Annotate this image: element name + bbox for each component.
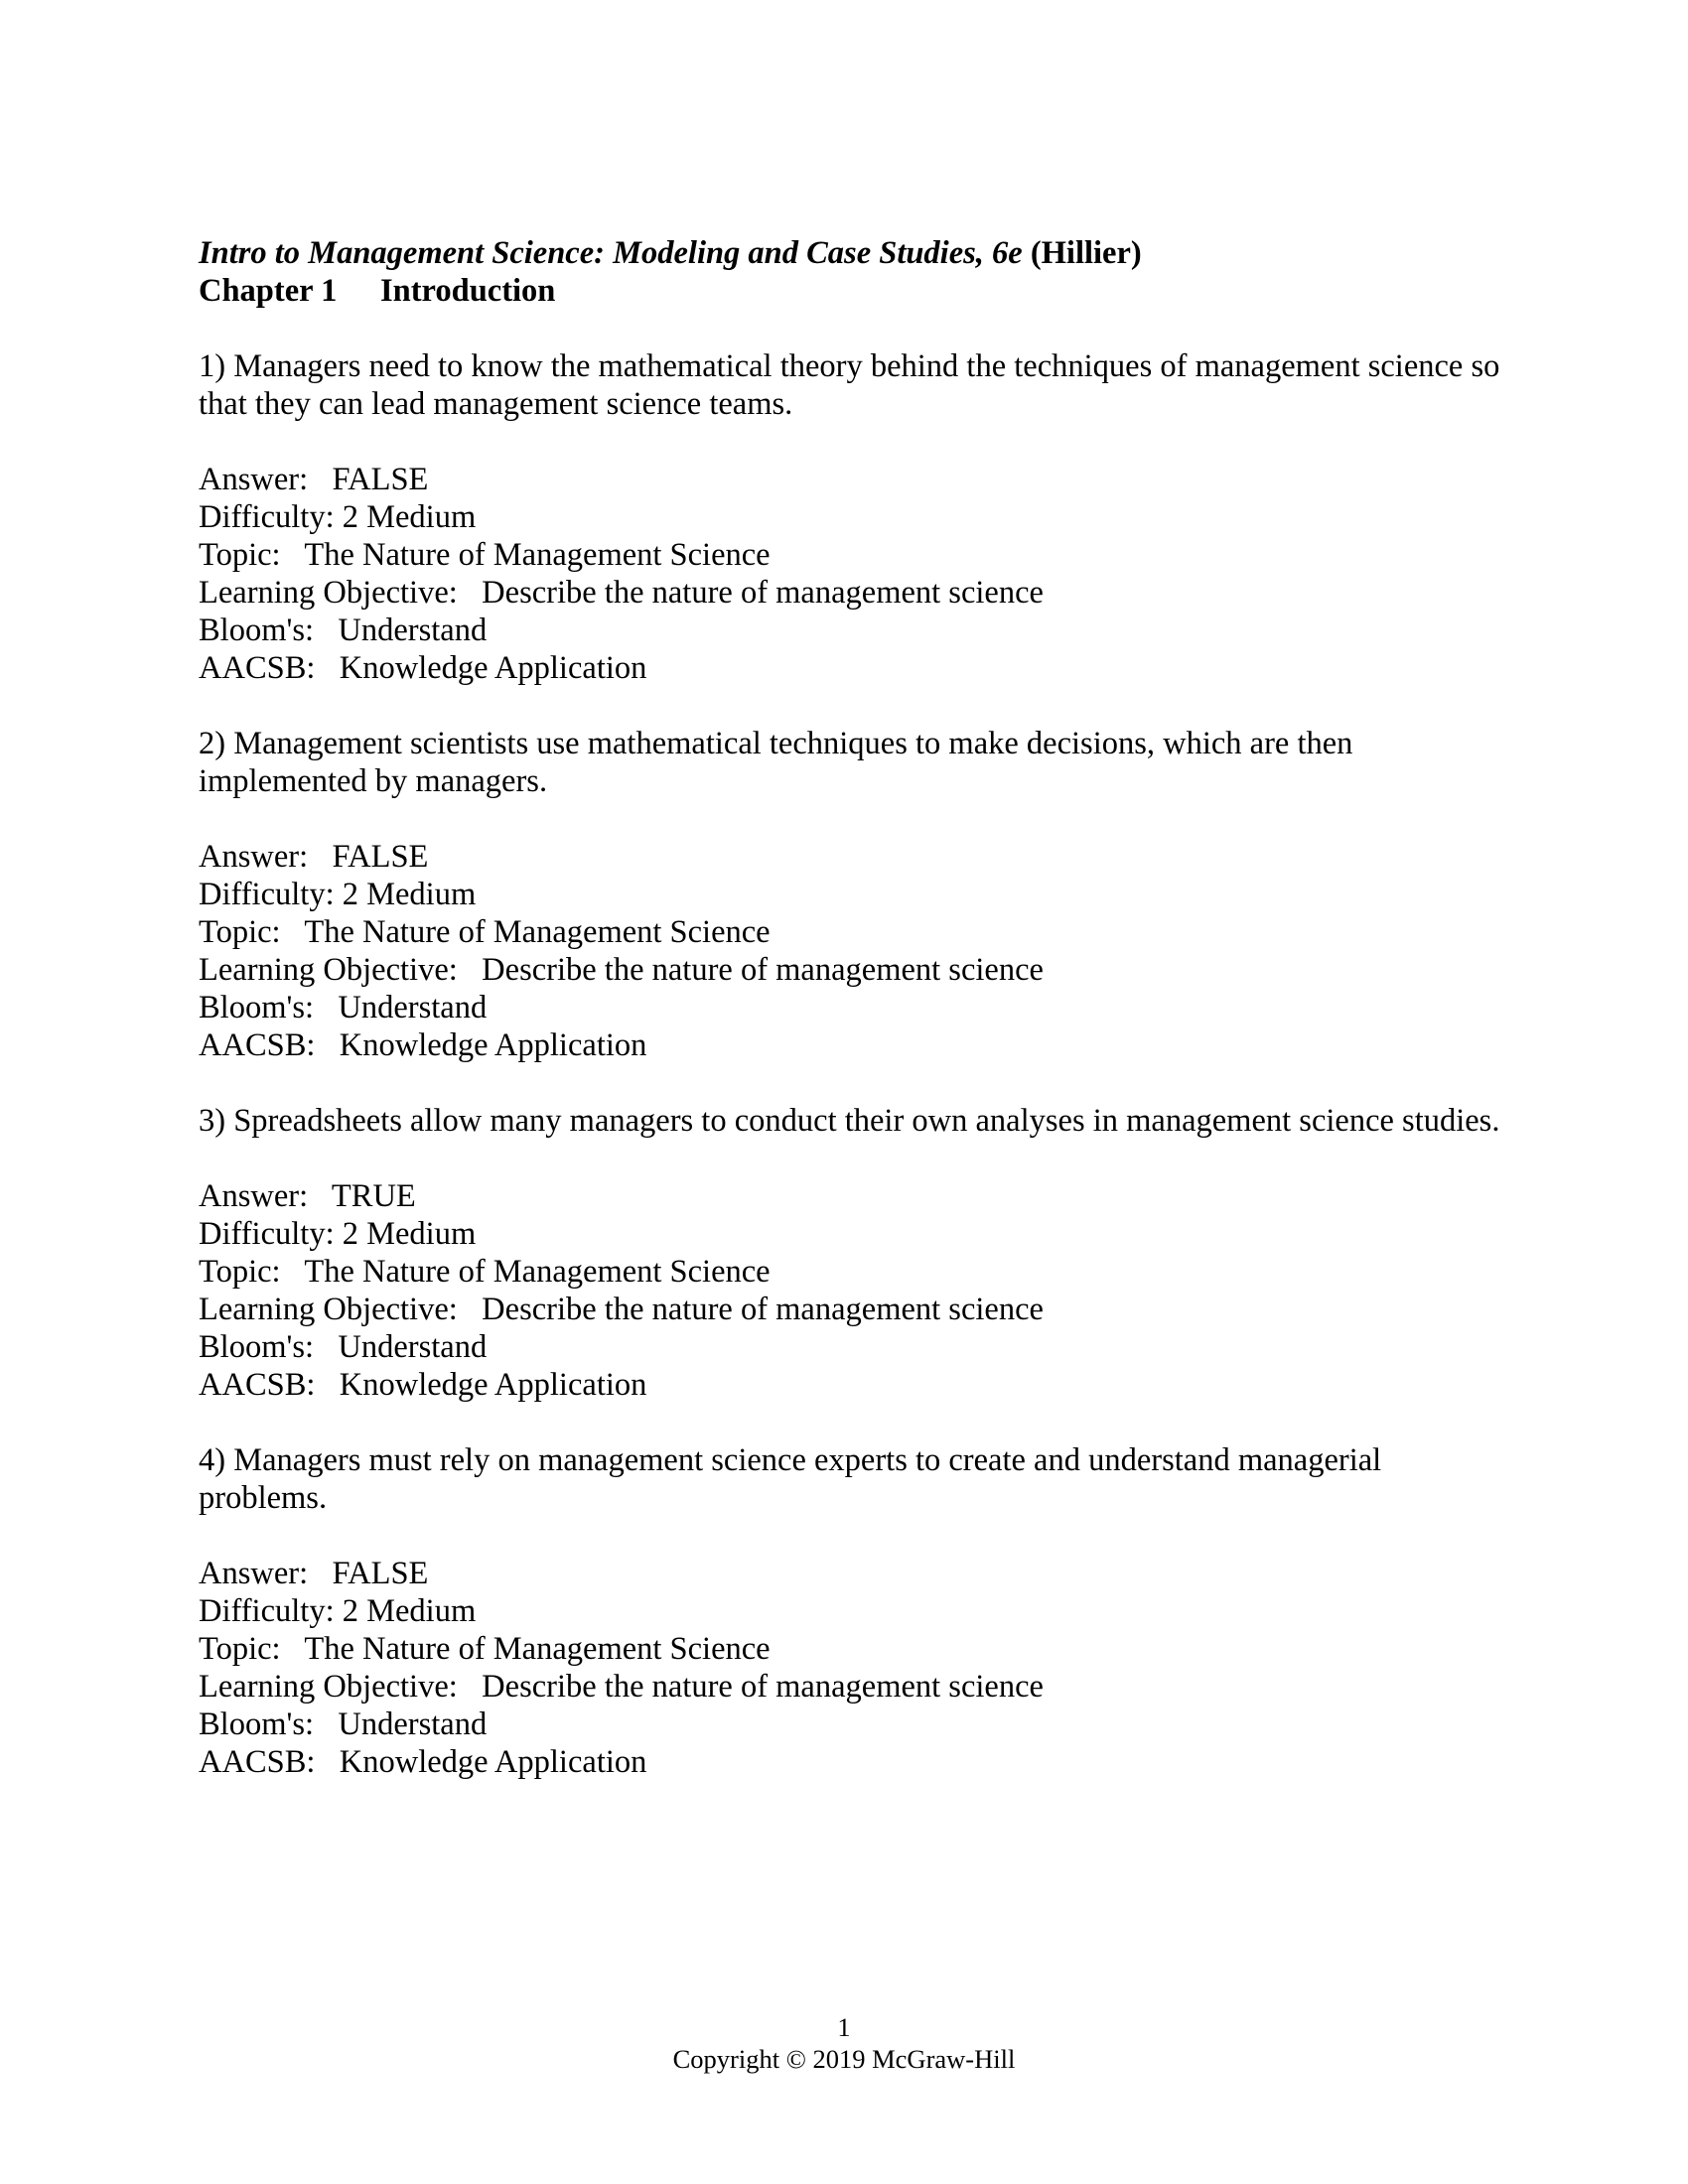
learning-objective-row bbox=[199, 1291, 1509, 1328]
topic-row bbox=[199, 1253, 1509, 1291]
topic-value: The Nature of Management Science bbox=[304, 914, 771, 950]
question-number: 3) bbox=[199, 1103, 226, 1139]
answer-value: FALSE bbox=[332, 839, 429, 875]
topic-value: The Nature of Management Science bbox=[304, 1254, 771, 1290]
topic-label: Topic: bbox=[199, 537, 281, 573]
question-body: Managers must rely on management science experts to create and understand managerial problems. bbox=[199, 1442, 1382, 1516]
topic-value: The Nature of Management Science bbox=[304, 537, 771, 573]
answer-label: Answer: bbox=[199, 1556, 309, 1591]
learning-objective-value: Describe the nature of management science bbox=[482, 1292, 1044, 1327]
question-text bbox=[199, 1102, 1509, 1140]
aacsb-row bbox=[199, 1026, 1509, 1064]
question-body: Spreadsheets allow many managers to conduct their own analyses in management science studies. bbox=[233, 1103, 1500, 1139]
chapter-number: Chapter 1 bbox=[199, 273, 338, 309]
answer-label: Answer: bbox=[199, 839, 309, 875]
chapter-heading bbox=[199, 272, 1509, 310]
difficulty-value: 2 Medium bbox=[342, 877, 477, 912]
question-list bbox=[199, 347, 1509, 1781]
question-body: Managers need to know the mathematical theory behind the techniques of management science so that they can lead management science teams. bbox=[199, 348, 1500, 422]
topic-value: The Nature of Management Science bbox=[304, 1631, 771, 1667]
page-footer bbox=[0, 2011, 1688, 2075]
blooms-label: Bloom's: bbox=[199, 1706, 315, 1742]
blooms-label: Bloom's: bbox=[199, 1329, 315, 1365]
answer-value: FALSE bbox=[332, 462, 429, 497]
topic-label: Topic: bbox=[199, 914, 281, 950]
question-meta bbox=[199, 461, 1509, 687]
blooms-label: Bloom's: bbox=[199, 990, 315, 1025]
aacsb-label: AACSB: bbox=[199, 1027, 316, 1063]
question-meta bbox=[199, 1555, 1509, 1781]
question-number: 1) bbox=[199, 348, 226, 384]
difficulty-label: Difficulty: bbox=[199, 1216, 335, 1252]
difficulty-value: 2 Medium bbox=[342, 1593, 477, 1629]
answer-row bbox=[199, 461, 1509, 498]
blooms-row bbox=[199, 1706, 1509, 1743]
aacsb-value: Knowledge Application bbox=[339, 1027, 647, 1063]
answer-row bbox=[199, 1177, 1509, 1215]
difficulty-value: 2 Medium bbox=[342, 1216, 477, 1252]
learning-objective-value: Describe the nature of management science bbox=[482, 1669, 1044, 1705]
blooms-value: Understand bbox=[338, 1329, 488, 1365]
learning-objective-value: Describe the nature of management science bbox=[482, 575, 1044, 611]
book-author: (Hillier) bbox=[1030, 235, 1142, 271]
aacsb-row bbox=[199, 649, 1509, 687]
question-number: 2) bbox=[199, 726, 226, 761]
question-text bbox=[199, 725, 1509, 800]
question-meta bbox=[199, 838, 1509, 1064]
question-item bbox=[199, 1102, 1509, 1404]
aacsb-value: Knowledge Application bbox=[339, 650, 647, 686]
difficulty-row bbox=[199, 876, 1509, 913]
answer-row bbox=[199, 838, 1509, 876]
copyright-notice: Copyright © 2019 McGraw-Hill bbox=[672, 2044, 1016, 2074]
blooms-row bbox=[199, 989, 1509, 1026]
aacsb-row bbox=[199, 1743, 1509, 1781]
blooms-row bbox=[199, 612, 1509, 649]
topic-row bbox=[199, 536, 1509, 574]
page-number: 1 bbox=[837, 2012, 851, 2042]
blooms-value: Understand bbox=[338, 1706, 488, 1742]
topic-row bbox=[199, 913, 1509, 951]
learning-objective-label: Learning Objective: bbox=[199, 575, 458, 611]
book-title bbox=[199, 234, 1509, 272]
answer-value: FALSE bbox=[332, 1556, 429, 1591]
answer-label: Answer: bbox=[199, 1178, 309, 1214]
blooms-label: Bloom's: bbox=[199, 613, 315, 648]
question-item bbox=[199, 347, 1509, 687]
learning-objective-label: Learning Objective: bbox=[199, 1292, 458, 1327]
difficulty-label: Difficulty: bbox=[199, 1593, 335, 1629]
aacsb-label: AACSB: bbox=[199, 650, 316, 686]
answer-value: TRUE bbox=[331, 1178, 416, 1214]
difficulty-label: Difficulty: bbox=[199, 877, 335, 912]
topic-row bbox=[199, 1630, 1509, 1668]
question-text bbox=[199, 1441, 1509, 1517]
blooms-row bbox=[199, 1328, 1509, 1366]
topic-label: Topic: bbox=[199, 1631, 281, 1667]
document-page bbox=[199, 234, 1509, 1781]
learning-objective-value: Describe the nature of management science bbox=[482, 952, 1044, 988]
aacsb-label: AACSB: bbox=[199, 1744, 316, 1780]
difficulty-value: 2 Medium bbox=[342, 499, 477, 535]
aacsb-value: Knowledge Application bbox=[339, 1367, 647, 1403]
question-body: Management scientists use mathematical techniques to make decisions, which are then implemented by managers. bbox=[199, 726, 1353, 799]
question-text bbox=[199, 347, 1509, 423]
learning-objective-row bbox=[199, 574, 1509, 612]
difficulty-label: Difficulty: bbox=[199, 499, 335, 535]
aacsb-value: Knowledge Application bbox=[339, 1744, 647, 1780]
question-item bbox=[199, 1441, 1509, 1781]
difficulty-row bbox=[199, 498, 1509, 536]
answer-label: Answer: bbox=[199, 462, 309, 497]
blooms-value: Understand bbox=[338, 613, 488, 648]
answer-row bbox=[199, 1555, 1509, 1592]
learning-objective-row bbox=[199, 951, 1509, 989]
question-item bbox=[199, 725, 1509, 1064]
chapter-title: Introduction bbox=[380, 273, 556, 309]
book-title-italic: Intro to Management Science: Modeling and Case Studies, 6e bbox=[199, 235, 1023, 271]
topic-label: Topic: bbox=[199, 1254, 281, 1290]
aacsb-row bbox=[199, 1366, 1509, 1404]
difficulty-row bbox=[199, 1215, 1509, 1253]
blooms-value: Understand bbox=[338, 990, 488, 1025]
question-number: 4) bbox=[199, 1442, 226, 1478]
learning-objective-label: Learning Objective: bbox=[199, 1669, 458, 1705]
aacsb-label: AACSB: bbox=[199, 1367, 316, 1403]
question-meta bbox=[199, 1177, 1509, 1404]
learning-objective-label: Learning Objective: bbox=[199, 952, 458, 988]
difficulty-row bbox=[199, 1592, 1509, 1630]
learning-objective-row bbox=[199, 1668, 1509, 1706]
